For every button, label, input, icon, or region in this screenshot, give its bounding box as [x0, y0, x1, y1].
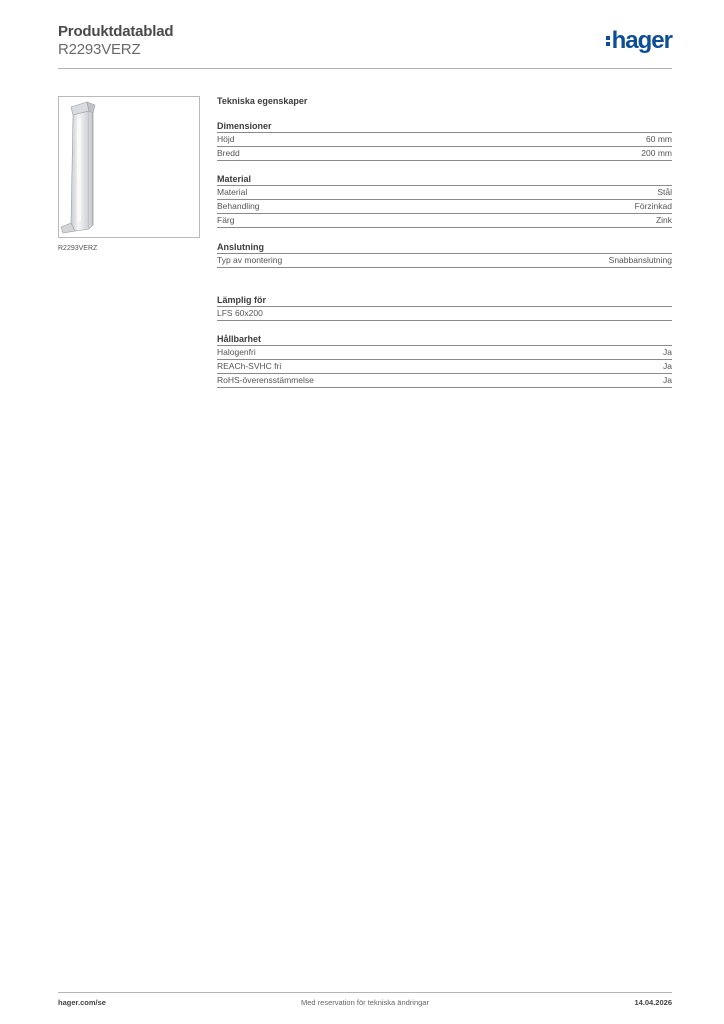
spec-row — [217, 214, 672, 228]
document-title: Produktdatablad — [58, 23, 174, 40]
spec-row — [217, 200, 672, 214]
spec-label: Material — [217, 187, 248, 197]
spec-value: 60 mm — [646, 134, 672, 144]
product-image-frame — [58, 96, 200, 238]
spec-label: Typ av montering — [217, 255, 283, 265]
footer-website: hager.com/se — [58, 998, 106, 1007]
section-connection — [217, 241, 672, 268]
section-suitable-for — [217, 294, 672, 321]
spec-label: RoHS-överensstämmelse — [217, 375, 314, 385]
spec-row — [217, 133, 672, 147]
product-bracket-image — [59, 97, 199, 237]
spec-value: 200 mm — [641, 148, 672, 158]
technical-specs — [217, 96, 672, 385]
spec-row — [217, 254, 672, 268]
spec-value: Stål — [657, 187, 672, 197]
page-header — [58, 20, 672, 68]
page-footer — [58, 998, 672, 1010]
spec-value: Ja — [663, 361, 672, 371]
spec-row — [217, 307, 672, 321]
header-divider — [58, 68, 672, 69]
product-image-caption: R2293VERZ — [58, 245, 98, 252]
footer-divider — [58, 992, 672, 993]
spec-row — [217, 186, 672, 200]
spec-label: Behandling — [217, 201, 260, 211]
spec-row — [217, 346, 672, 360]
spec-label: LFS 60x200 — [217, 308, 263, 318]
section-title: Hållbarhet — [217, 333, 672, 346]
spec-value: Ja — [663, 375, 672, 385]
spec-label: Färg — [217, 215, 235, 225]
specs-heading: Tekniska egenskaper — [217, 96, 308, 106]
spec-label: Bredd — [217, 148, 240, 158]
spec-label: Höjd — [217, 134, 235, 144]
product-code: R2293VERZ — [58, 41, 141, 58]
section-sustainability — [217, 333, 672, 388]
spec-row — [217, 147, 672, 161]
spec-value: Zink — [655, 215, 672, 225]
spec-label: REACh-SVHC fri — [217, 361, 282, 371]
spec-row — [217, 360, 672, 374]
spec-value: Förzinkad — [634, 201, 672, 211]
footer-date: 14.04.2026 — [634, 998, 672, 1007]
section-material — [217, 173, 672, 228]
logo-text: hager — [611, 27, 672, 54]
spec-value: Snabbanslutning — [608, 255, 672, 265]
hager-logo — [606, 26, 672, 56]
logo-dots-icon — [606, 35, 610, 47]
section-dimensions — [217, 120, 672, 161]
section-title: Lämplig för — [217, 294, 672, 307]
spec-value: Ja — [663, 347, 672, 357]
section-title: Material — [217, 173, 672, 186]
footer-notice: Med reservation för tekniska ändringar — [301, 998, 429, 1007]
section-title: Anslutning — [217, 241, 672, 254]
spec-label: Halogenfri — [217, 347, 256, 357]
section-title: Dimensioner — [217, 120, 672, 133]
spec-row — [217, 374, 672, 388]
